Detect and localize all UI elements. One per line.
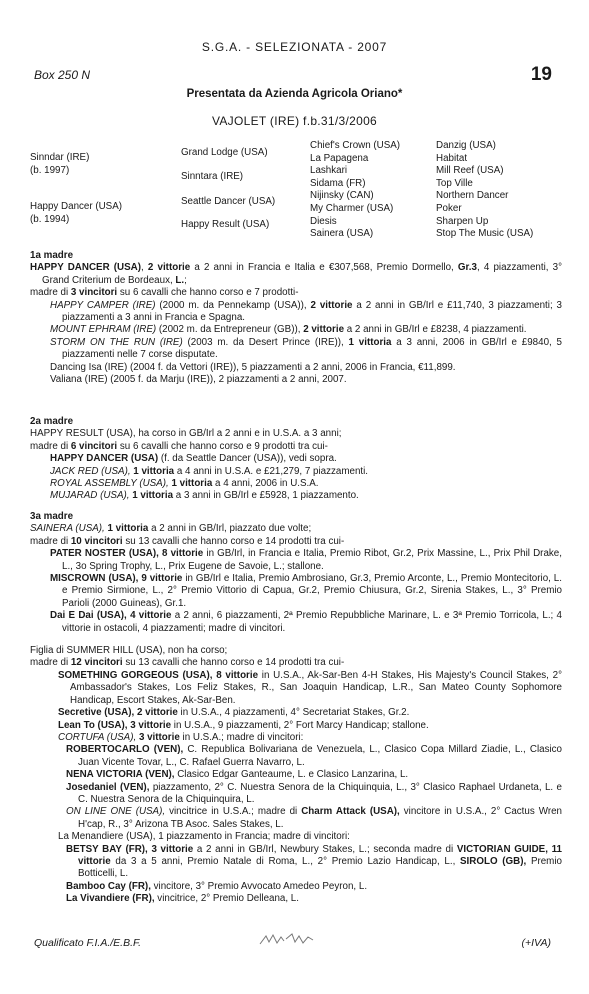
produce-item	[66, 769, 562, 781]
horse-name: Bamboo Cay (FR),	[66, 880, 151, 892]
text: madre di	[30, 657, 69, 669]
horse-name: SAINERA (USA),	[30, 523, 105, 535]
dam-record: HAPPY RESULT (USA), ha corso in GB/Irl a 2 anni e in U.S.A. a 3 anni;	[30, 428, 342, 440]
wins: 2 vittorie	[303, 324, 345, 336]
pedigree-gen3	[310, 140, 400, 241]
sire-year: (b. 1997)	[30, 164, 70, 176]
horse-name: MISCROWN (USA),	[50, 573, 139, 585]
produce-summary	[30, 287, 562, 299]
text: (2003 m. da Desert Prince (IRE)),	[187, 336, 344, 348]
wins: 8 vittorie	[216, 669, 259, 681]
dam-name: Happy Dancer (USA)	[30, 201, 123, 212]
text: in U.S.A., Ak-Sar-Ben 4-H Stakes, His Majesty's Council Stakes, 2° Ambassador's Stakes, Los Feliz Stakes, R., San Joaquin Handicap, L.R., San Mateo County Sophomore Handicap, Escort Stakes, Ak-Sar-Ben.	[70, 669, 563, 706]
winners: 6 vincitori	[70, 440, 118, 452]
text: piazzamento, 2° C. Nuestra Senora de la Chiquinquia, L., 3° Clasico Raphael Urdaneta, L. e C. Nuestra Senora de la Chiquinquira, L.	[78, 781, 562, 805]
second-dam-section	[30, 416, 562, 503]
produce-item: Dancing Isa (IRE) (2004 f. da Vettori (IRE)), 5 piazzamenti a 2 anni, 2006 in Francia, €11,899.	[50, 361, 456, 373]
gen4-item: Habitat	[436, 152, 468, 164]
produce-summary	[30, 657, 562, 669]
gen3-item: Chief's Crown (USA)	[310, 140, 401, 151]
dam-record: HAPPY DANCER (USA), 2 vittorie a 2 anni in Francia e Italia e €307,568, Premio Dormello, Gr.3, 4 piazzamenti, 3° Grand Criterium de Bordeaux, L.;	[30, 262, 562, 286]
wins: 9 vittorie	[141, 573, 183, 585]
horse-name: MUJARAD (USA),	[50, 490, 130, 502]
wins: 3 vittorie	[130, 719, 172, 731]
gen3-item: Sainera (USA)	[310, 228, 374, 240]
gen4-item: Top Ville	[436, 177, 473, 189]
text: (2002 m. da Entrepreneur (GB)),	[158, 324, 301, 336]
box-number: Box 250 N	[34, 68, 91, 82]
text: in U.S.A., 4 piazzamenti, 4° Secretariat Stakes, Gr.2.	[180, 707, 410, 719]
footer-qualification: Qualificato F.I.A./E.B.F.	[34, 937, 141, 949]
text: vincitrice in U.S.A.; madre di	[169, 806, 298, 818]
horse-name: HAPPY DANCER (USA)	[50, 453, 159, 465]
produce-item	[66, 806, 562, 831]
text: a 2 anni in GB/Irl, piazzato due volte;	[151, 523, 312, 535]
horse-name: STORM ON THE RUN (IRE)	[50, 336, 183, 348]
text: Clasico Edgar Ganteaume, L. e Clasico Lanzarina, L.	[177, 769, 409, 781]
first-dam-section	[30, 250, 562, 386]
wins: 1 vittoria	[171, 478, 213, 490]
produce-item: La Menandiere (USA), 1 piazzamento in Francia; madre di vincitori:	[58, 831, 350, 843]
horse-name: ROBERTOCARLO (VEN),	[66, 744, 184, 756]
horse-name: ON LINE ONE (USA),	[66, 806, 166, 818]
text: su 13 cavalli che hanno corso e 14 prodotti tra cui-	[125, 657, 345, 669]
text: madre di	[30, 535, 69, 547]
wins: 3 vittorie	[138, 731, 180, 743]
winners: 10 vincitori	[70, 535, 123, 547]
text: vincitrice, 2° Premio Delleana, L.	[157, 893, 299, 905]
horse-name: MOUNT EPHRAM (IRE)	[50, 324, 157, 336]
pedigree-dam	[30, 201, 122, 226]
text: a 2 anni, 6 piazzamenti, 2ª Premio Repubbliche Marinare, L. e 3ª Premio Torricola, L.; 4 vittorie in ostacoli, 4 piazzamenti; madre di vincitori.	[62, 610, 562, 634]
text: a 3 anni in GB/Irl e £5928, 1 piazzamento.	[175, 490, 359, 502]
sale-title: S.G.A. - SELEZIONATA - 2007	[201, 40, 388, 54]
text: madre di	[30, 440, 69, 452]
produce-item	[66, 844, 562, 881]
horse-name: Secretive (USA),	[58, 707, 135, 719]
produce-summary	[30, 536, 562, 548]
text: a 4 anni in U.S.A. e £21,279, 7 piazzamenti.	[176, 465, 369, 477]
produce-item	[66, 782, 562, 807]
produce-item	[58, 707, 562, 719]
produce-item	[50, 548, 562, 573]
wins: 2 vittorie	[136, 707, 178, 719]
text: su 6 cavalli che hanno corso e 9 prodotti tra cui-	[119, 440, 328, 452]
horse-name: HAPPY CAMPER (IRE)	[50, 299, 156, 311]
produce-item	[50, 337, 562, 362]
text: a 4 anni, 2006 in U.S.A.	[215, 478, 319, 490]
produce-item	[50, 324, 562, 336]
text: in U.S.A.; madre di vincitori:	[182, 731, 304, 743]
text: in GB/Irl, in Francia e Italia, Premio Ribot, Gr.2, Prix Massine, L., Prix Phil Drake, L., 3o Spring Trophy, L., Prix Eugene de Savoie, L.; stallone.	[62, 548, 562, 572]
produce-item	[66, 881, 562, 893]
daughter-record: Figlia di SUMMER HILL (USA), non ha corso;	[30, 645, 228, 657]
signature-mark	[258, 930, 318, 950]
produce-item	[58, 732, 562, 744]
grade: Gr.3	[457, 262, 477, 274]
text: C. Republica Bolivariana de Venezuela, L., Clasico Copa Millard Ziadie, L., Clasico Juan Vicente Tovar, L., C. Rafael Guerra Navarro, L.	[78, 744, 563, 768]
pedigree-gen2-1: Grand Lodge (USA)	[181, 147, 268, 158]
produce-item	[50, 610, 562, 635]
text: (f. da Seattle Dancer (USA)), vedi sopra.	[160, 453, 337, 465]
horse-name: PATER NOSTER (USA),	[50, 548, 159, 560]
gen4-item: Sharpen Up	[436, 215, 489, 227]
gen4-item: Mill Reef (USA)	[436, 165, 504, 177]
pedigree-gen2-3: Seattle Dancer (USA)	[181, 196, 276, 207]
winners: 3 vincitori	[70, 287, 118, 299]
wins: 3 vittorie	[151, 843, 194, 855]
text: vincitore, 3° Premio Avvocato Amedeo Peyron, L.	[153, 880, 368, 892]
wins: 4 vittorie	[130, 610, 172, 622]
produce-item	[50, 490, 562, 502]
pedigree-sire	[30, 152, 89, 177]
lot-number: 19	[530, 64, 552, 85]
horse-name: La Vivandiere (FR),	[66, 893, 155, 905]
dam-year: (b. 1994)	[30, 213, 70, 225]
produce-item	[50, 453, 562, 465]
produce-item	[66, 893, 562, 905]
gen3-item: My Charmer (USA)	[310, 202, 394, 214]
horse-name: Josedaniel (VEN),	[66, 781, 150, 793]
horse-name: CORTUFA (USA),	[58, 731, 137, 743]
wins: 2 vittorie	[310, 299, 353, 311]
produce-item	[58, 670, 562, 707]
wins: 2 vittorie	[147, 262, 191, 274]
wins: 1 vittoria	[133, 465, 175, 477]
gen4-item: Danzig (USA)	[436, 140, 496, 151]
horse-name: VICTORIAN GUIDE,	[456, 843, 548, 855]
produce-item	[50, 300, 562, 325]
third-dam-section	[30, 511, 562, 906]
horse-name: JACK RED (USA),	[50, 465, 131, 477]
horse-name: SIROLO (GB),	[460, 855, 527, 867]
produce-item	[50, 573, 562, 610]
winners: 12 vincitori	[70, 657, 123, 669]
sire-name: Sinndar (IRE)	[30, 152, 90, 163]
horse-name: BETSY BAY (FR),	[66, 843, 148, 855]
produce-item	[66, 744, 562, 769]
text: a 3 anni, 2006 in GB/Irl e £9840, 5 piazzamenti nelle 7 corse disputate.	[62, 336, 562, 361]
record-text: a 2 anni in Francia e Italia e €307,568, Premio Dormello,	[194, 262, 454, 274]
gen3-item: La Papagena	[310, 152, 369, 164]
text: (2000 m. da Pennekamp (USA)),	[159, 299, 307, 311]
text: su 13 cavalli che hanno corso e 14 prodotti tra cui-	[125, 535, 345, 547]
pedigree-gen2-4: Happy Result (USA)	[181, 219, 270, 230]
text: Premio Botticelli, L.	[78, 855, 562, 880]
produce-item: Valiana (IRE) (2005 f. da Marju (IRE)), 2 piazzamenti a 2 anni, 2007.	[50, 374, 347, 386]
wins: 11 vittorie	[78, 843, 562, 867]
gen4-item: Poker	[436, 202, 462, 214]
produce-item	[58, 720, 562, 732]
horse-name: ROYAL ASSEMBLY (USA),	[50, 478, 169, 490]
horse-name: SOMETHING GORGEOUS (USA),	[58, 669, 213, 681]
wins: 1 vittoria	[132, 490, 174, 502]
text: a 2 anni in GB/Irl e £8238, 4 piazzamenti.	[346, 324, 527, 336]
section-heading: 3a madre	[30, 511, 74, 522]
record-text: , 4 piazzamenti, 3° Grand Criterium de Bordeaux,	[42, 262, 562, 286]
wins: 1 vittoria	[107, 523, 149, 535]
horse-name: Lean To (USA),	[58, 719, 128, 731]
pedigree-gen2-2: Sinntara (IRE)	[181, 171, 244, 182]
horse-name: HAPPY DANCER (USA)	[30, 262, 142, 274]
horse-title: VAJOLET (IRE) f.b.31/3/2006	[211, 114, 378, 128]
section-heading: 1a madre	[30, 250, 74, 261]
text: a 2 anni in GB/Irl e £11,740, 3 piazzamenti; 3 piazzamenti a 3 anni in Francia e Spagna.	[62, 299, 562, 324]
gen3-item: Lashkari	[310, 165, 348, 177]
text: madre di	[30, 287, 69, 299]
horse-name: Dai E Dai (USA),	[50, 610, 127, 622]
pedigree-gen4	[436, 140, 533, 241]
text: da 3 a 5 anni, Premio Natale di Roma, L., 2° Premio Lazio Handicap, L.,	[115, 855, 456, 867]
text: in U.S.A., 9 piazzamenti, 2° Fort Marcy Handicap; stallone.	[173, 719, 429, 731]
gen3-item: Sidama (FR)	[310, 177, 366, 189]
gen4-item: Northern Dancer	[436, 190, 509, 202]
signature-squiggle	[258, 930, 318, 950]
wins: 1 vittoria	[348, 336, 392, 348]
section-heading: 2a madre	[30, 416, 74, 427]
text: su 6 cavalli che hanno corso e 7 prodotti-	[119, 287, 299, 299]
dam-record	[30, 523, 562, 535]
text: a 2 anni in GB/Irl, Newbury Stakes, L.; seconda madre di	[196, 843, 454, 855]
horse-name: Charm Attack (USA),	[301, 806, 400, 818]
footer-vat: (+IVA)	[521, 937, 551, 949]
gen3-item: Diesis	[310, 215, 337, 227]
seller-line: Presentata da Azienda Agricola Oriano*	[186, 88, 403, 100]
produce-item	[50, 478, 562, 490]
gen4-item: Stop The Music (USA)	[436, 228, 534, 240]
produce-item	[50, 466, 562, 478]
produce-summary	[30, 441, 562, 453]
text: vincitore in U.S.A., 2° Cactus Wren H'cap, R., 3° Arizona TB Asoc. Sales Stakes, L.	[78, 806, 562, 830]
text: in GB/Irl e Italia, Premio Ambrosiano, Gr.3, Premio Arconte, L., Premio Montecitorio, L. e Premio Sirmione, L., 2° Premio Vittorio di Capua, Gr.2, Premio Chiusura, Gr.2, Sirenia Stakes, L., 3° Premio Parioli (2000 Guineas), Gr.1.	[62, 573, 562, 609]
horse-name: NENA VICTORIA (VEN),	[66, 769, 175, 781]
gen3-item: Nijinsky (CAN)	[310, 190, 374, 202]
listed: L.	[175, 274, 185, 286]
wins: 8 vittorie	[161, 548, 204, 560]
